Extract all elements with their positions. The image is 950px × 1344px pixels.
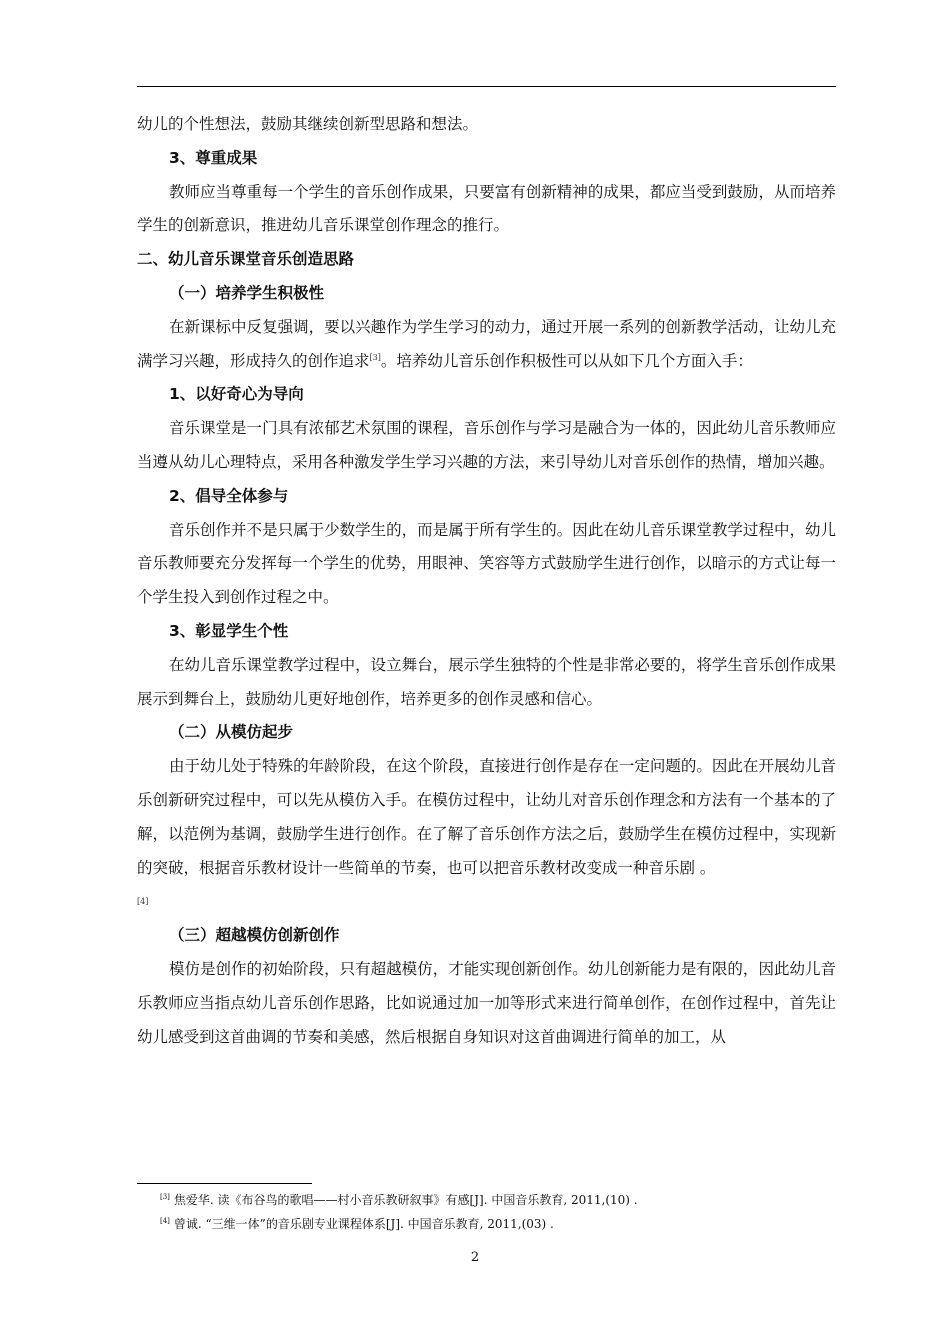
paragraph-participation: 音乐创作并不是只属于少数学生的，而是属于所有学生的。因此在幼儿音乐课堂教学过程中，幼儿音乐教师要充分发挥每一个学生的优势，用眼神、笑容等方式鼓励学生进行创作，以暗示的方式让每一个学生投入到创作过程之中。 — [137, 520, 836, 607]
subsection-heading-1: （一）培养学生积极性 — [169, 283, 325, 302]
heading-curiosity: 1、以好奇心为导向 — [169, 385, 304, 404]
footnotes — [160, 1188, 836, 1236]
paragraph-personality: 在幼儿音乐课堂教学过程中，设立舞台，展示学生独特的个性是非常必要的，将学生音乐创作成果展示到舞台上，鼓励幼儿更好地创作，培养更多的创作灵感和信心。 — [137, 655, 836, 708]
footnote-4 — [160, 1212, 836, 1236]
footnote-mark: [4] — [160, 1217, 170, 1225]
citation-4: [4] — [137, 897, 149, 907]
footnote-text: 焦爱华. 读《布谷鸟的歌唱——村小音乐教研叙事》有感[J]. 中国音乐教育, 2011,(10) . — [173, 1193, 638, 1207]
header-rule — [137, 86, 836, 87]
subsection-heading-2: （二）从模仿起步 — [169, 723, 294, 742]
page-number: 2 — [470, 1250, 480, 1265]
paragraph-motivation-part2: 。培养幼儿音乐创作积极性可以从如下几个方面入手： — [380, 351, 753, 370]
subsection-heading-3: （三）超越模仿创新创作 — [169, 926, 340, 945]
paragraph-beyond-imitation: 模仿是创作的初始阶段，只有超越模仿，才能实现创新创作。幼儿创新能力是有限的，因此幼儿音乐教师应当指点幼儿音乐创作思路，比如说通过加一加等形式来进行简单创作，在创作过程中，首先让幼儿感受到这首曲调的节奏和美感，然后根据自身知识对这首曲调进行简单的加工，从 — [137, 959, 836, 1046]
heading-personality: 3、彰显学生个性 — [169, 621, 289, 640]
paragraph-imitation: 由于幼儿处于特殊的年龄阶段，在这个阶段，直接进行创作是存在一定问题的。因此在开展幼儿音乐创新研究过程中，可以先从模仿入手。在模仿过程中，让幼儿对音乐创作理念和方法有一个基本的了解，以范例为基调，鼓励学生进行创作。在了解了音乐创作方法之后，鼓励学生在模仿过程中，实现新的突破，根据音乐教材设计一些简单的节奏，也可以把音乐教材改变成一种音乐剧 。 — [137, 757, 836, 877]
footnote-mark: [3] — [160, 1193, 170, 1201]
paragraph-motivation — [137, 311, 836, 379]
heading-respect-results: 3、尊重成果 — [169, 148, 258, 167]
footnote-text: 曾诚. “三维一体”的音乐剧专业课程体系[J]. 中国音乐教育, 2011,(03) . — [173, 1217, 554, 1231]
footnote-3 — [160, 1188, 836, 1212]
footnote-rule — [137, 1183, 312, 1184]
paragraph-curiosity: 音乐课堂是一门具有浓郁艺术氛围的课程，音乐创作与学习是融合为一体的，因此幼儿音乐教师应当遵从幼儿心理特点，采用各种激发学生学习兴趣的方法，来引导幼儿对音乐创作的热情，增加兴趣。 — [137, 419, 836, 471]
body-text — [137, 108, 836, 1054]
heading-participation: 2、倡导全体参与 — [169, 486, 289, 505]
section-heading-2: 二、幼儿音乐课堂音乐创造思路 — [137, 250, 355, 269]
citation-3: [3] — [369, 352, 381, 362]
paragraph-respect-results: 教师应当尊重每一个学生的音乐创作成果，只要富有创新精神的成果，都应当受到鼓励，从而培养学生的创新意识，推进幼儿音乐课堂创作理念的推行。 — [137, 182, 836, 235]
paragraph-continuation: 幼儿的个性想法，鼓励其继续创新型思路和想法。 — [137, 115, 479, 133]
paragraph-motivation-part1: 在新课标中反复强调，要以兴趣作为学生学习的动力，通过开展一系列的创新教学活动，让幼儿充满学习兴趣，形成持久的创作追求 — [137, 317, 836, 370]
